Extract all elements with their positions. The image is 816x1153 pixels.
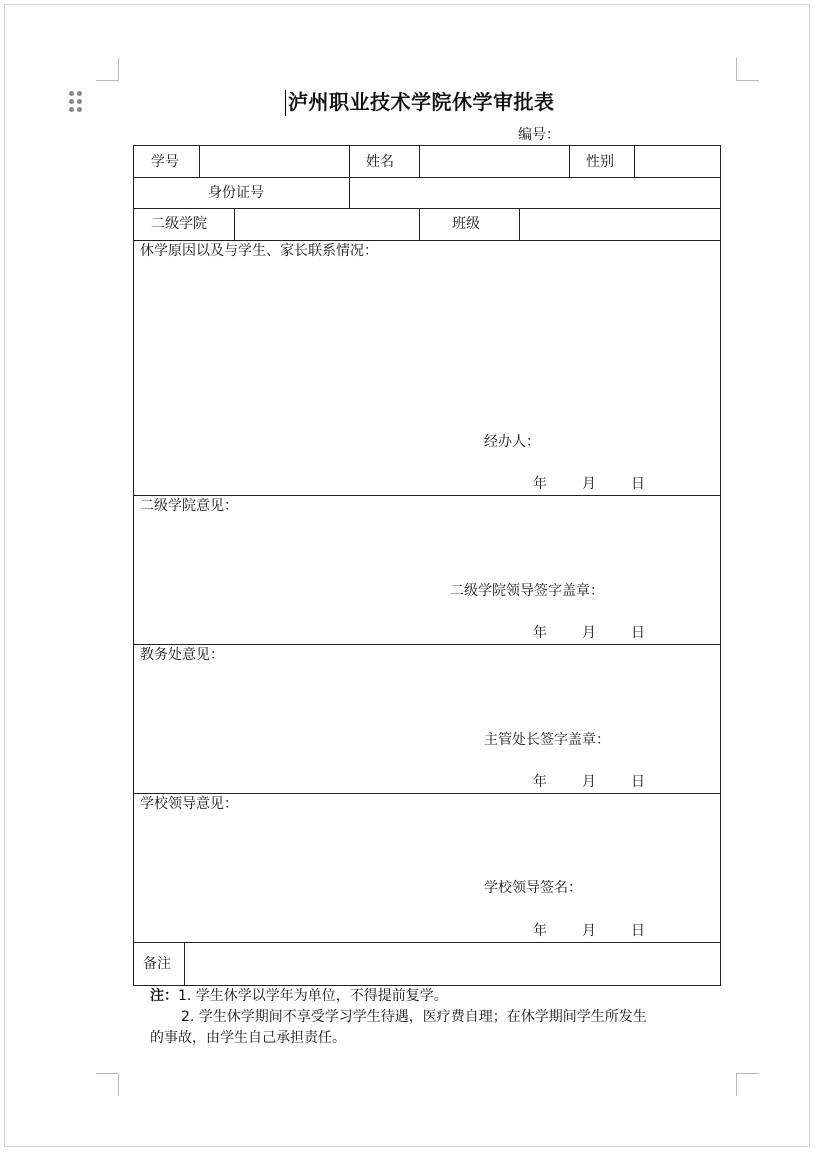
note-item-2-line-1: 2. 学生休学期间不享受学习学生待遇，医疗费自理；在休学期间学生所发生	[181, 1009, 647, 1025]
college-date-year: 年	[533, 625, 547, 641]
academic-affairs-opinion-label: 教务处意见：	[140, 647, 224, 663]
college-date-day: 日	[631, 625, 645, 641]
remarks-label: 备注	[143, 956, 171, 972]
school-leader-date-month: 月	[582, 923, 596, 939]
school-leader-date-year: 年	[533, 923, 547, 939]
gender-label: 性别	[586, 154, 614, 170]
reason-date-day: 日	[631, 476, 645, 492]
drag-handle-icon[interactable]	[69, 91, 83, 113]
academic-affairs-opinion-text-area[interactable]	[134, 665, 720, 725]
approval-form-table	[133, 145, 721, 986]
row-divider	[134, 495, 720, 496]
college-opinion-label: 二级学院意见：	[140, 498, 238, 514]
row-divider	[134, 793, 720, 794]
college-opinion-text-area[interactable]	[134, 516, 720, 576]
reason-date-month: 月	[582, 476, 596, 492]
college-label: 二级学院	[151, 216, 207, 232]
student-id-label: 学号	[151, 154, 179, 170]
college-leader-signature-label: 二级学院领导签字盖章：	[450, 583, 604, 599]
serial-number-label: 编号：	[518, 127, 560, 143]
director-signature-label: 主管处长签字盖章：	[484, 732, 610, 748]
college-date-month: 月	[582, 625, 596, 641]
margin-corner-top-left	[96, 58, 119, 81]
academic-date-day: 日	[631, 774, 645, 790]
academic-date-year: 年	[533, 774, 547, 790]
school-leader-opinion-text-area[interactable]	[134, 814, 720, 874]
notes-heading: 注：	[150, 988, 178, 1004]
school-leader-date-day: 日	[631, 923, 645, 939]
column-divider	[569, 146, 570, 177]
reason-date-year: 年	[533, 476, 547, 492]
handler-signature-label: 经办人：	[484, 434, 540, 450]
school-leader-opinion-label: 学校领导意见：	[140, 796, 238, 812]
note-item-1: 1. 学生休学以学年为单位，不得提前复学。	[178, 988, 448, 1004]
academic-date-month: 月	[582, 774, 596, 790]
document-title[interactable]: 泸州职业技术学院休学审批表	[288, 90, 555, 114]
margin-corner-top-right	[736, 58, 759, 81]
row-divider	[134, 240, 720, 241]
margin-corner-bottom-left	[96, 1073, 119, 1096]
text-cursor	[285, 90, 286, 116]
remarks-field[interactable]	[185, 943, 720, 985]
name-field[interactable]	[420, 146, 569, 177]
margin-corner-bottom-right	[736, 1073, 759, 1096]
class-field[interactable]	[520, 208, 720, 240]
reason-section-label: 休学原因以及与学生、家长联系情况：	[140, 243, 378, 259]
id-card-field[interactable]	[350, 177, 720, 208]
note-line-1	[150, 986, 736, 1007]
id-card-label: 身份证号	[208, 185, 264, 201]
column-divider	[349, 146, 350, 177]
note-item-2-line-2: 的事故，由学生自己承担责任。	[150, 1030, 346, 1046]
college-field[interactable]	[235, 208, 419, 240]
notes-block	[150, 986, 736, 1049]
column-divider	[419, 208, 420, 240]
student-id-field[interactable]	[200, 146, 349, 177]
school-leader-signature-label: 学校领导签名：	[484, 880, 582, 896]
reason-text-area[interactable]	[134, 262, 720, 422]
class-label: 班级	[452, 216, 480, 232]
row-divider	[134, 644, 720, 645]
name-label: 姓名	[366, 154, 394, 170]
gender-field[interactable]	[635, 146, 720, 177]
